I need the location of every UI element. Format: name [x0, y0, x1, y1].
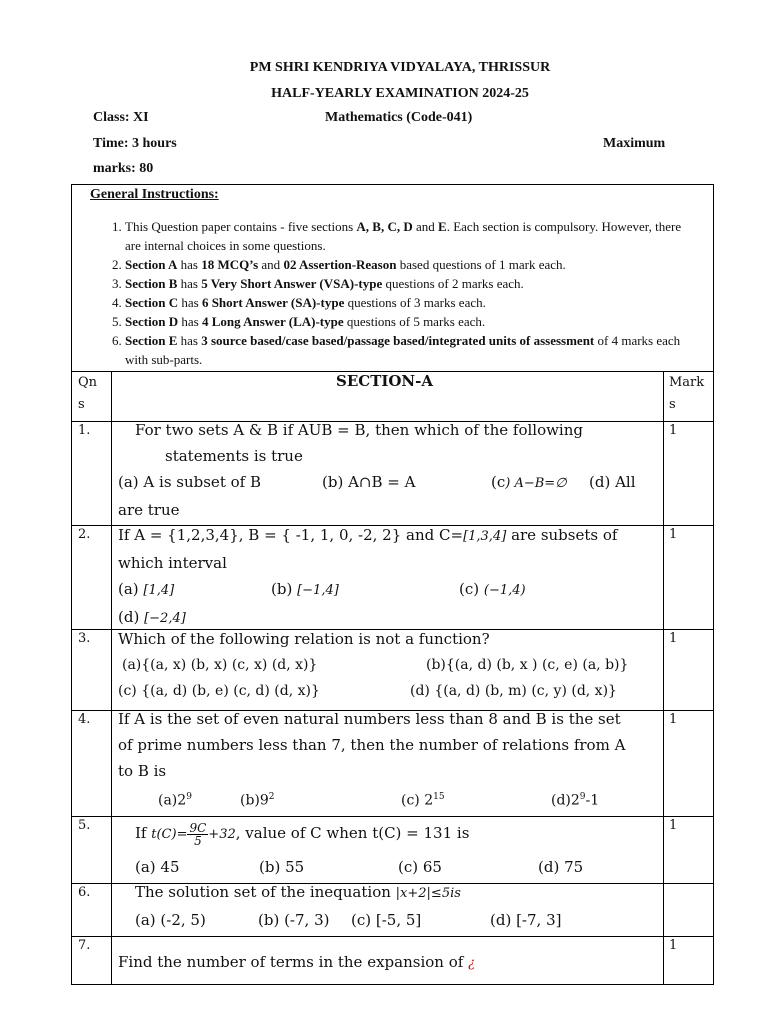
question-number: 5. [78, 818, 91, 833]
question-7: Find the number of terms in the expansion of ¿ [118, 953, 476, 971]
question-2: If A = {1,2,3,4}, B = { -1, 1, 0, -2, 2} and C=[1,3,4] are subsets of which interval (a) [1,4] (b) [−1,4] (c) (−1,4) (d) [−2,4] [118, 526, 618, 626]
question-paper-table [71, 184, 714, 985]
instruction-item: 3. Section B has 5 Very Short Answer (VSA)-type questions of 2 marks each. [125, 274, 695, 293]
max-marks-value: marks: 80 [93, 161, 154, 176]
instruction-item: 4. Section C has 6 Short Answer (SA)-type questions of 3 marks each. [125, 293, 695, 312]
max-marks-label: Maximum [603, 136, 666, 151]
question-number: 3. [78, 631, 91, 646]
instruction-item: 5. Section D has 4 Long Answer (LA)-type questions of 5 marks each. [125, 312, 695, 331]
question-marks: 1 [669, 712, 678, 727]
school-name: PM SHRI KENDRIYA VIDYALAYA, THRISSUR [249, 60, 551, 75]
instruction-item: 6. Section E has 3 source based/case based/passage based/integrated units of assessment of 4 marks each with sub-parts. [125, 331, 695, 369]
question-4: If A is the set of even natural numbers less than 8 and B is the set of prime numbers less than 7, then the number of relations from A to B is $(a)2^9$ $(b)9^2$ (c) $2^{15}$ $(d)2^9-1$ [118, 710, 626, 809]
time-label: Time: 3 hours [93, 136, 177, 151]
section-title: SECTION-A [335, 372, 434, 390]
question-number: 4. [78, 712, 91, 727]
question-3: Which of the following relation is not a function? (a){(a, x) (b, x) (c, x) (d, x)} (b){(a, d) (b, x ) (c, e) (a, b)} (c) {(a, d) (b, e) (c, d) (d, x)} (d) {(a, d) (b, m) (c, y) (d, x)} [118, 630, 629, 699]
instruction-item: 2. Section A has 18 MCQ’s and 02 Assertion-Reason based questions of 1 mark each. [125, 255, 695, 274]
question-5: If t(C)= $\frac{9C}{5}$ +32, value of C when t(C) = 131 is (a) 45 (b) 55 (c) 65 (d) 75 [135, 820, 584, 876]
question-number: 6. [78, 885, 91, 900]
instruction-item: 1. This Question paper contains - five sections A, B, C, D and E. Each section is compulsory. However, there are internal choices in some questions. [125, 217, 695, 255]
question-marks: 1 [669, 527, 678, 542]
question-6: The solution set of the inequation |x+2|≤5is (a) (-2, 5) (b) (-7, 3) (c) [-5, 5] (d) [-7, 3] [135, 883, 562, 929]
question-marks: 1 [669, 631, 678, 646]
column-header-marks: Mark s [669, 375, 705, 412]
question-number: 2. [78, 527, 91, 542]
subject-label: Mathematics (Code-041) [325, 110, 473, 125]
instructions-list [72, 217, 695, 369]
column-divider [111, 371, 112, 984]
question-marks: 1 [669, 818, 678, 833]
row-divider [72, 936, 713, 937]
question-marks: 1 [669, 938, 678, 953]
column-divider [663, 371, 664, 984]
question-number: 7. [78, 938, 91, 953]
instructions-title: General Instructions: [90, 187, 219, 202]
exam-title: HALF-YEARLY EXAMINATION 2024-25 [271, 86, 529, 101]
general-instructions [72, 185, 713, 372]
column-header-qns: Qn s [78, 375, 98, 412]
row-divider [72, 816, 713, 817]
question-1: For two sets A & B if AUB = B, then which of the following statements is true (a) A is subset of B (b) A∩B = A (c) A−B=∅ (d) All are true [118, 421, 636, 519]
fraction: $\frac{9C}{5}$ [189, 820, 207, 848]
question-marks: 1 [669, 423, 678, 438]
question-number: 1. [78, 423, 91, 438]
class-label: Class: XI [93, 110, 149, 125]
